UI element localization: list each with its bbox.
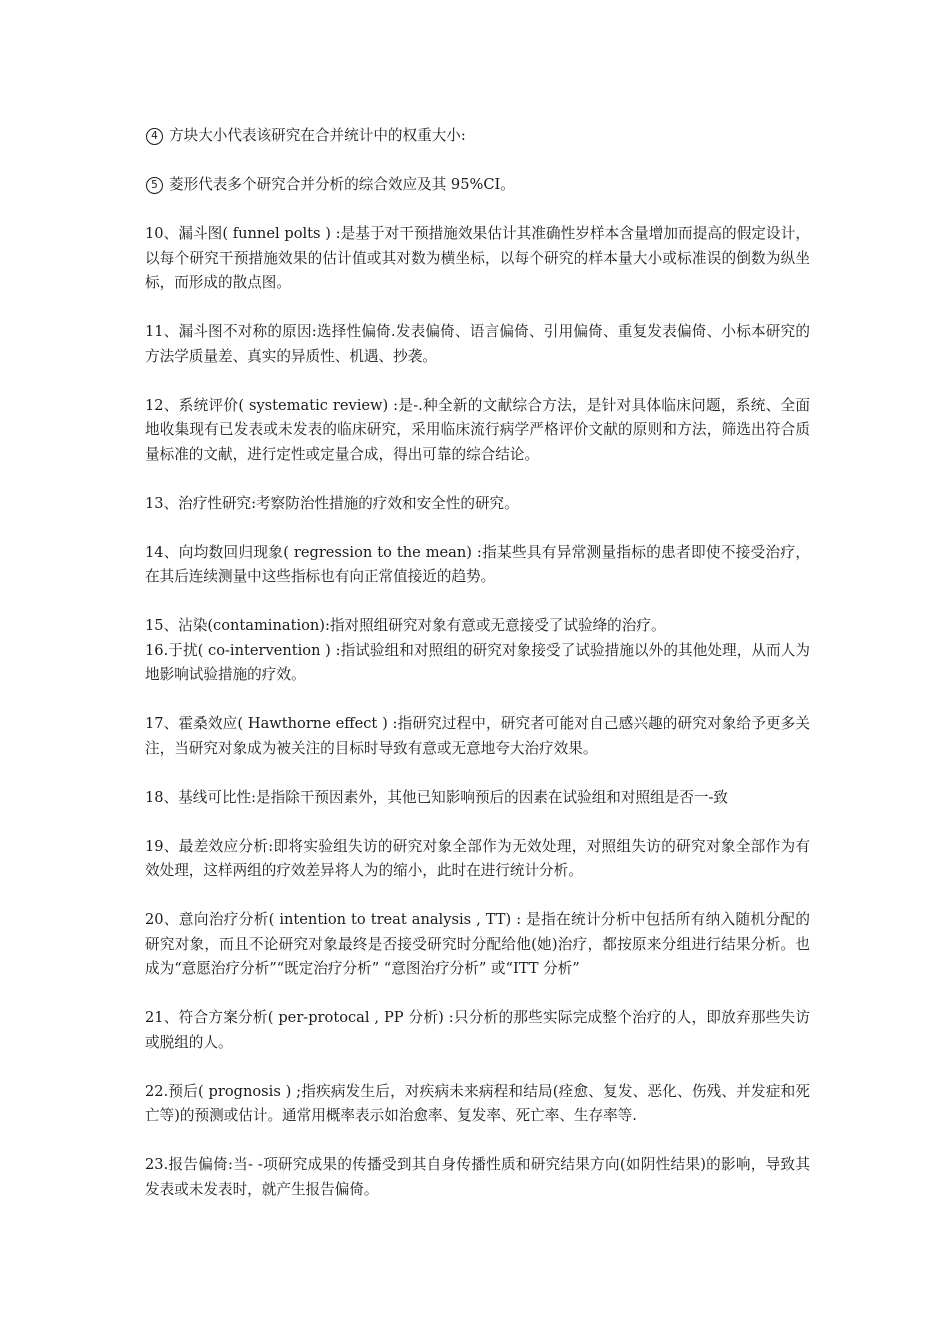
paragraph-19: 19、最差效应分析:即将实验组失访的研究对象全部作为无效处理，对照组失访的研究对象全部作为有效处理，这样两组的疗效差异将人为的缩小，此时在进行统计分析。: [145, 837, 810, 879]
list-item-text: 方块大小代表该研究在合并统计中的权重大小:: [169, 127, 466, 144]
circled-number: 5: [146, 177, 163, 194]
paragraph-10: 10、漏斗图( funnel polts ) :是基于对干预措施效果估计其准确性岁样本含量增加而提高的假定设计，以每个研究干预措施效果的估计值或其对数为横坐标，以每个研究的样本量大小或标准误的倒数为纵坐标，而形成的散点图。: [145, 225, 810, 291]
list-item-text: 菱形代表多个研究合并分析的综合效应及其 95%CI。: [169, 176, 515, 193]
paragraph-16: 16.于扰( co-intervention ) :指试验组和对照组的研究对象接受了试验措施以外的其他处理，从而人为地影响试验措施的疗效。: [145, 641, 810, 683]
circled-number: 4: [146, 128, 163, 145]
paragraph-11: 11、漏斗图不对称的原因:选择性偏倚.发表偏倚、语言偏倚、引用偏倚、重复发表偏倚、小标本研究的方法学质量差、真实的异质性、机遇、抄袭。: [145, 323, 810, 365]
document-body: [145, 124, 810, 1202]
paragraph-18: 18、基线可比性:是指除干预因素外，其他已知影响预后的因素在试验组和对照组是否一-致: [145, 788, 728, 806]
paragraph-20: 20、意向治疗分析( intention to treat analysis , TT) : 是指在统计分析中包括所有纳入随机分配的研究对象，而且不论研究对象最终是否接受研究时分配给他(她)治疗，都按原来分组进行结果分析。也成为“意愿治疗分析”“既定治疗分析” “意图治疗分析” 或“ITT 分析”: [145, 911, 810, 977]
paragraph-13: 13、治疗性研究:考察防治性措施的疗效和安全性的研究。: [145, 494, 519, 512]
list-item-4: [145, 124, 810, 149]
paragraph-12: 12、系统评价( systematic review) :是-.种全新的文献综合方法，是针对具体临床问题，系统、全面地收集现有已发表或未发表的临床研究，采用临床流行病学严格评价文献的原则和方法，筛选出符合质量标准的文献，进行定性或定量合成，得出可靠的综合结论。: [145, 396, 810, 463]
list-item-5: [145, 173, 810, 198]
paragraph-21: 21、符合方案分析( per-protocal , PP 分析) :只分析的那些实际完成整个治疗的人，即放弃那些失访或脱组的人。: [145, 1009, 810, 1051]
paragraph-22: 22.预后( prognosis ) ;指疾病发生后，对疾病未来病程和结局(痊愈、复发、恶化、伤残、并发症和死亡等)的预测或估计。通常用概率表示如治愈率、复发率、死亡率、生存率等.: [145, 1082, 810, 1124]
paragraph-15: 15、沾染(contamination):指对照组研究对象有意或无意接受了试验绛的治疗。: [145, 617, 666, 634]
paragraph-14: 14、向均数回归现象( regression to the mean) :指某些具有异常测量指标的患者即使不接受治疗，在其后连续测量中这些指标也有向正常值接近的趋势。: [145, 543, 810, 585]
paragraph-17: 17、霍桑效应( Hawthorne effect ) :指研究过程中，研究者可能对自己感兴趣的研究对象给予更多关注，当研究对象成为被关注的目标时导致有意或无意地夸大治疗效果。: [145, 715, 810, 757]
paragraph-23: 23.报告偏倚:当- -项研究成果的传播受到其自身传播性质和研究结果方向(如阴性结果)的影响，导致其发表或未发表时，就产生报告偏倚。: [145, 1156, 810, 1198]
